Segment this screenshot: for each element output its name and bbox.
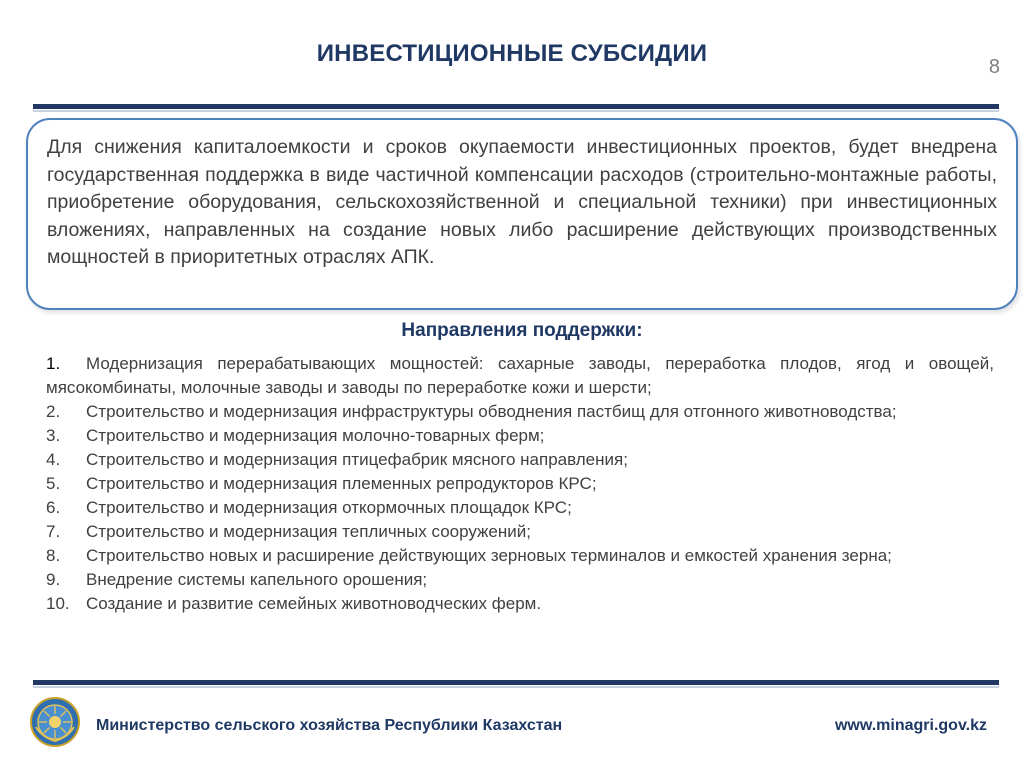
list-item-number: 9.: [46, 570, 61, 589]
list-item: [46, 592, 994, 616]
list-item-number: 10.: [46, 594, 70, 613]
list-item-number: 1.: [46, 354, 61, 373]
list-item: [46, 568, 994, 592]
list-item-number: 6.: [46, 498, 61, 517]
list-item: [46, 520, 994, 544]
list-item-number: 4.: [46, 450, 61, 469]
list-item-text: Создание и развитие семейных животноводческих ферм.: [86, 594, 542, 613]
list-item: [46, 496, 994, 520]
list-item-text: Строительство и модернизация птицефабрик мясного направления;: [86, 450, 628, 469]
list-item: [46, 448, 994, 472]
directions-heading: Направления поддержки:: [401, 320, 643, 341]
directions-list: [46, 352, 994, 616]
list-item-number: 2.: [46, 402, 61, 421]
footer-organization: Министерство сельского хозяйства Республики Казахстан: [96, 717, 563, 734]
list-item-text: Строительство и модернизация инфраструктуры обводнения пастбищ для отгонного животноводства;: [86, 402, 897, 421]
intro-box: [26, 118, 1018, 310]
list-item: [46, 352, 994, 400]
list-item: [46, 472, 994, 496]
list-item-text: Строительство и модернизация молочно-товарных ферм;: [86, 426, 545, 445]
list-item-text: Строительство и модернизация тепличных сооружений;: [86, 522, 531, 541]
list-item-number: 5.: [46, 474, 61, 493]
list-item-number: 7.: [46, 522, 61, 541]
list-item-text: Внедрение системы капельного орошения;: [86, 570, 428, 589]
list-item-text: Строительство и модернизация племенных репродукторов КРС;: [86, 474, 597, 493]
state-emblem-icon: [30, 697, 80, 747]
header-divider: [33, 104, 999, 109]
list-item: [46, 544, 994, 568]
list-item-text: Строительство новых и расширение действующих зерновых терминалов и емкостей хранения зерна;: [86, 546, 892, 565]
list-item-number: 3.: [46, 426, 61, 445]
page-title: ИНВЕСТИЦИОННЫЕ СУБСИДИИ: [316, 40, 708, 67]
page-number: 8: [988, 56, 1000, 78]
list-item-text: Строительство и модернизация откормочных площадок КРС;: [86, 498, 572, 517]
intro-text: Для снижения капиталоемкости и сроков окупаемости инвестиционных проектов, будет внедрена государственная поддержка в виде частичной компенсации расходов (строительно-монтажные работы, приобретение оборудования, сельскохозяйственной и специальной техники) при инвестиционных вложениях, направленных на создание новых либо расширение действующих производственных мощностей в приоритетных отраслях АПК.: [47, 136, 997, 268]
footer-website-link[interactable]: www.minagri.gov.kz: [834, 717, 987, 734]
list-item-text: Модернизация перерабатывающих мощностей: сахарные заводы, переработка плодов, ягод и овощей, мясокомбинаты, молочные заводы и заводы по переработке кожи и шерсти;: [46, 354, 994, 397]
list-item: [46, 400, 994, 424]
footer-divider: [33, 680, 999, 685]
list-item: [46, 424, 994, 448]
list-item-number: 8.: [46, 546, 61, 565]
